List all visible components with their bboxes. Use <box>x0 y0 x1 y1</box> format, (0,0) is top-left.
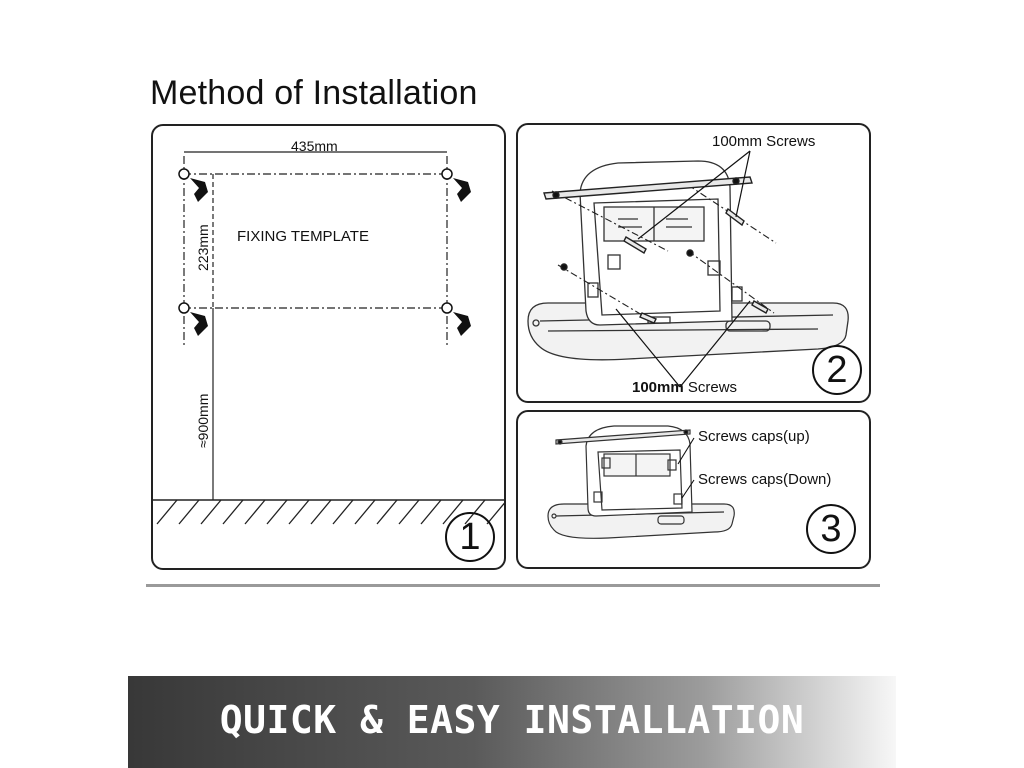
banner-text: QUICK & EASY INSTALLATION <box>219 698 805 742</box>
screws-top-label: 100mm Screws <box>712 133 816 150</box>
screws-bottom-label <box>632 379 737 396</box>
screw-icon <box>442 303 471 336</box>
fixing-template-drawing <box>153 126 506 570</box>
promo-banner <box>128 676 896 768</box>
step-2-panel <box>516 123 871 403</box>
step-3-panel <box>516 410 871 569</box>
screws-bottom-length: 100mm <box>632 379 684 396</box>
width-dimension-label: 435mm <box>291 138 338 154</box>
caps-down-label: Screws caps(Down) <box>698 471 832 488</box>
section-divider <box>146 584 880 587</box>
fixing-template-label: FIXING TEMPLATE <box>237 228 369 245</box>
step-number-2: 2 <box>812 345 862 395</box>
step-1-panel <box>151 124 506 570</box>
step-number-1: 1 <box>445 512 495 562</box>
caps-up-label: Screws caps(up) <box>698 428 810 445</box>
screws-bottom-text: Screws <box>683 379 738 396</box>
height-dimension-label: 223mm <box>195 224 211 271</box>
page-title: Method of Installation <box>150 74 478 112</box>
floor-height-label: ≈900mm <box>195 393 211 448</box>
step-number-3: 3 <box>806 504 856 554</box>
screw-icon <box>442 169 471 202</box>
